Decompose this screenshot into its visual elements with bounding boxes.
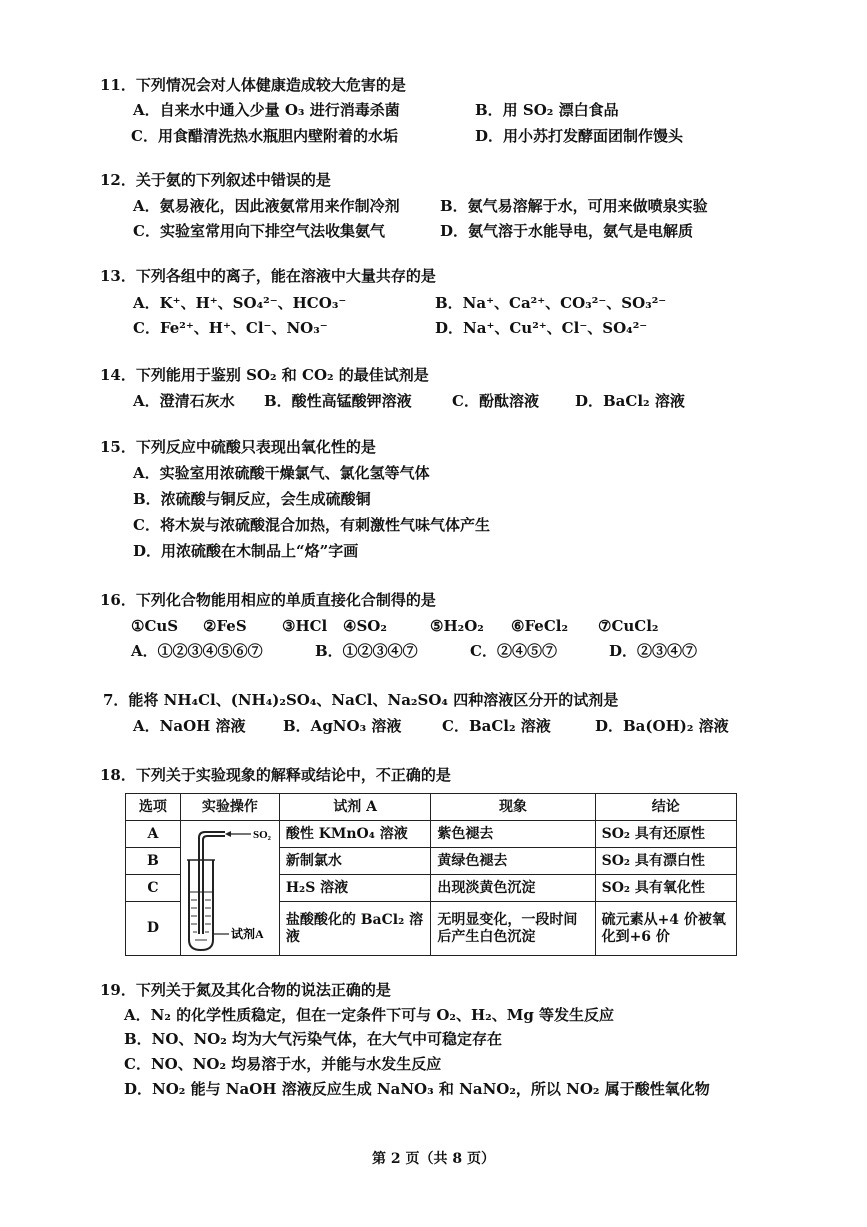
question-12-option-d: D．氨气溶于水能导电，氨气是电解质	[440, 222, 694, 240]
question-13-stem: 13．下列各组中的离子，能在溶液中大量共存的是	[100, 267, 436, 285]
question-14-stem: 14．下列能用于鉴别 SO₂ 和 CO₂ 的最佳试剂是	[100, 366, 429, 384]
question-17-option-c: C．BaCl₂ 溶液	[442, 717, 551, 735]
header-reagent: 试剂 A	[279, 794, 431, 821]
question-12-option-c: C．实验室常用向下排空气法收集氨气	[133, 222, 385, 240]
row-phenomenon: 黄绿色褪去	[431, 848, 595, 875]
row-phenomenon: 无明显变化，一段时间后产生白色沉淀	[431, 902, 595, 956]
row-phenomenon: 出现淡黄色沉淀	[431, 875, 595, 902]
question-19-option-b: B．NO、NO₂ 均为大气污染气体，在大气中可稳定存在	[124, 1030, 503, 1048]
question-14-option-a: A．澄清石灰水	[133, 392, 235, 410]
row-conclusion: SO₂ 具有氧化性	[595, 875, 736, 902]
question-11-option-a: A．自来水中通入少量 O₃ 进行消毒杀菌	[133, 101, 400, 119]
header-conclusion: 结论	[595, 794, 736, 821]
row-option: A	[126, 821, 181, 848]
question-14-option-d: D．BaCl₂ 溶液	[575, 392, 685, 410]
question-17-stem: 7．能将 NH₄Cl、(NH₄)₂SO₄、NaCl、Na₂SO₄ 四种溶液区分开的试剂是	[103, 691, 619, 709]
question-19-option-a: A．N₂ 的化学性质稳定，但在一定条件下可与 O₂、H₂、Mg 等发生反应	[124, 1006, 615, 1024]
question-12-option-a: A．氨易液化，因此液氨常用来作制冷剂	[133, 197, 400, 215]
row-reagent: 新制氯水	[279, 848, 431, 875]
question-15-stem: 15．下列反应中硫酸只表现出氧化性的是	[100, 438, 376, 456]
row-option: C	[126, 875, 181, 902]
question-16-item-5: ⑤H₂O₂	[430, 617, 484, 635]
question-16-option-a: A．①②③④⑤⑥⑦	[131, 642, 263, 660]
row-conclusion: 硫元素从+4 价被氧化到+6 价	[595, 902, 736, 956]
question-15-option-b: B．浓硫酸与铜反应，会生成硫酸铜	[133, 490, 371, 508]
question-16-option-b: B．①②③④⑦	[315, 642, 418, 660]
table-row	[126, 821, 737, 848]
question-16-item-1: ①CuS	[131, 617, 179, 635]
row-reagent: 盐酸酸化的 BaCl₂ 溶液	[279, 902, 431, 956]
row-option: B	[126, 848, 181, 875]
question-15-option-a: A．实验室用浓硫酸干燥氯气、氯化氢等气体	[133, 464, 430, 482]
question-16-option-c: C．②④⑤⑦	[470, 642, 557, 660]
row-conclusion: SO₂ 具有漂白性	[595, 848, 736, 875]
apparatus-label-gas: SO₂	[252, 829, 271, 841]
question-17-option-a: A．NaOH 溶液	[133, 717, 246, 735]
question-11-option-d: D．用小苏打发酵面团制作馒头	[475, 127, 684, 145]
row-phenomenon: 紫色褪去	[431, 821, 595, 848]
question-19-stem: 19．下列关于氮及其化合物的说法正确的是	[100, 981, 391, 999]
question-15-option-c: C．将木炭与浓硫酸混合加热，有刺激性气味气体产生	[133, 516, 490, 534]
question-16-item-2: ②FeS	[203, 617, 247, 635]
row-conclusion: SO₂ 具有还原性	[595, 821, 736, 848]
page-number-footer: 第 2 页（共 8 页）	[372, 1151, 495, 1167]
row-reagent: H₂S 溶液	[279, 875, 431, 902]
row-reagent: 酸性 KMnO₄ 溶液	[279, 821, 431, 848]
question-16-item-7: ⑦CuCl₂	[598, 617, 659, 635]
header-option: 选项	[126, 794, 181, 821]
apparatus-label-reagent: 试剂A	[230, 927, 264, 941]
question-12-option-b: B．氨气易溶解于水，可用来做喷泉实验	[440, 197, 708, 215]
question-13-option-d: D．Na⁺、Cu²⁺、Cl⁻、SO₄²⁻	[435, 319, 648, 337]
row-option: D	[126, 902, 181, 956]
question-19-option-c: C．NO、NO₂ 均易溶于水，并能与水发生反应	[124, 1055, 442, 1073]
test-tube-apparatus-diagram	[181, 822, 279, 954]
question-18-stem: 18．下列关于实验现象的解释或结论中，不正确的是	[100, 766, 451, 784]
table-header-row	[126, 794, 737, 821]
question-12-stem: 12．关于氨的下列叙述中错误的是	[100, 171, 331, 189]
question-13-option-c: C．Fe²⁺、H⁺、Cl⁻、NO₃⁻	[133, 319, 328, 337]
question-13-option-b: B．Na⁺、Ca²⁺、CO₃²⁻、SO₃²⁻	[435, 294, 667, 312]
question-19-option-d: D．NO₂ 能与 NaOH 溶液反应生成 NaNO₃ 和 NaNO₂，所以 NO₂ 属于酸性氧化物	[124, 1080, 710, 1098]
question-17-option-d: D．Ba(OH)₂ 溶液	[595, 717, 729, 735]
header-operation: 实验操作	[180, 794, 279, 821]
question-13-option-a: A．K⁺、H⁺、SO₄²⁻、HCO₃⁻	[133, 294, 347, 312]
question-16-item-6: ⑥FeCl₂	[511, 617, 569, 635]
experiment-table	[125, 793, 737, 956]
question-15-option-d: D．用浓硫酸在木制品上“烙”字画	[133, 542, 359, 560]
question-11-stem: 11．下列情况会对人体健康造成较大危害的是	[100, 76, 406, 94]
question-17-option-b: B．AgNO₃ 溶液	[283, 717, 402, 735]
question-14-option-b: B．酸性高锰酸钾溶液	[264, 392, 412, 410]
question-16-item-3: ③HCl	[282, 617, 328, 635]
question-16-item-4: ④SO₂	[343, 617, 387, 635]
question-16-option-d: D．②③④⑦	[609, 642, 698, 660]
question-16-stem: 16．下列化合物能用相应的单质直接化合制得的是	[100, 591, 436, 609]
question-11-option-c: C．用食醋清洗热水瓶胆内壁附着的水垢	[131, 127, 398, 145]
header-phenomenon: 现象	[431, 794, 595, 821]
apparatus-cell	[180, 821, 279, 956]
question-11-option-b: B．用 SO₂ 漂白食品	[475, 101, 619, 119]
question-14-option-c: C．酚酞溶液	[452, 392, 539, 410]
